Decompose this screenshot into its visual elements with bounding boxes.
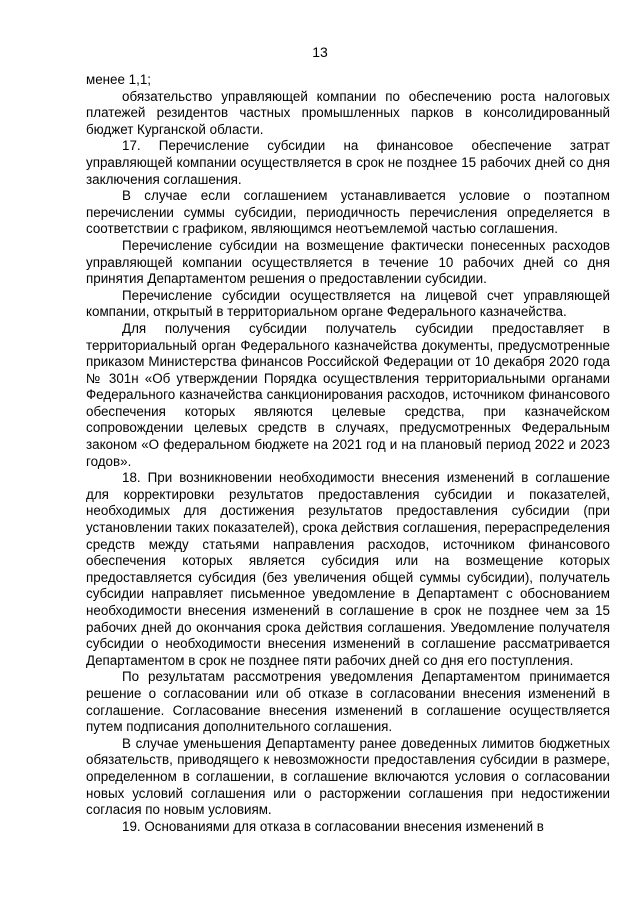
paragraph-staged-transfer: В случае если соглашением устанавливается условие о поэтапном перечислении суммы субсидии, периодичность перечисления определяется в соответствии с графиком, являющимся неотъемлемой частью соглашения. xyxy=(86,188,610,237)
paragraph-item-continuation: менее 1,1; xyxy=(86,72,151,87)
document-body xyxy=(86,72,610,835)
paragraph-review-decision: По результатам рассмотрения уведомления Департаментом принимается решение о согласовании или об отказе в согласовании внесения изменений в соглашение. Согласование внесения изменений в соглашение осуществляется путем подписания дополнительного соглашения. xyxy=(86,669,610,735)
paragraph-limit-reduction: В случае уменьшения Департаменту ранее доведенных лимитов бюджетных обязательств, приводящего к невозможности предоставления субсидии в размере, определенном в соглашении, в соглашение включаются условия о согласовании новых условий соглашения или о расторжении соглашения при недостижении согласия по новым условиям. xyxy=(86,735,610,818)
paragraph-clause-17: 17. Перечисление субсидии на финансовое обеспечение затрат управляющей компании осуществляется в срок не позднее 15 рабочих дней со дня заключения соглашения. xyxy=(86,138,610,187)
paragraph-reimbursement-transfer: Перечисление субсидии на возмещение фактически понесенных расходов управляющей компании осуществляется в течение 10 рабочих дней со дня принятия Департаментом решения о предоставлении субсидии. xyxy=(86,237,610,287)
paragraph-clause-19: 19. Основаниями для отказа в согласовании внесения изменений в xyxy=(122,818,544,834)
page-number: 13 xyxy=(312,44,328,60)
paragraph-tax-obligation: обязательство управляющей компании по обеспечению роста налоговых платежей резидентов частных промышленных парков в консолидированный бюджет Курганской области. xyxy=(86,88,610,137)
paragraph-clause-18: 18. При возникновении необходимости внесения изменений в соглашение для корректировки результатов предоставления субсидии и показателей, необходимых для достижения результатов предоставления субсидии (при установлении таких показателей), срока действия соглашения, перераспределения средств между статьями направления расходов, источником финансового обеспечения которых является субсидия или на возмещение которых предоставляется субсидия (без увеличения общей суммы субсидии), получатель субсидии направляет письменное уведомление в Департамент с обоснованием необходимости внесения изменений в соглашение в срок не позднее чем за 15 рабочих дней до окончания срока действия соглашения. Уведомление получателя субсидии о необходимости внесения изменений в соглашение рассматривается Департаментом в срок не позднее пяти рабочих дней со дня его поступления. xyxy=(86,470,610,668)
paragraph-personal-account: Перечисление субсидии осуществляется на лицевой счет управляющей компании, открытый в территориальном органе Федерального казначейства. xyxy=(86,287,610,320)
paragraph-treasury-documents: Для получения субсидии получатель субсидии предоставляет в территориальный орган Федерального казначейства документы, предусмотренные приказом Министерства финансов Российской Федерации от 10 декабря 2020 года № 301н «Об утверждении Порядка осуществления территориальными органами Федерального казначейства санкционирования расходов, источником финансового обеспечения которых являются целевые средства, при казначейском сопровождении целевых средств в случаях, предусмотренных Федеральным законом «О федеральном бюджете на 2021 год и на плановый период 2022 и 2023 годов». xyxy=(86,320,610,469)
